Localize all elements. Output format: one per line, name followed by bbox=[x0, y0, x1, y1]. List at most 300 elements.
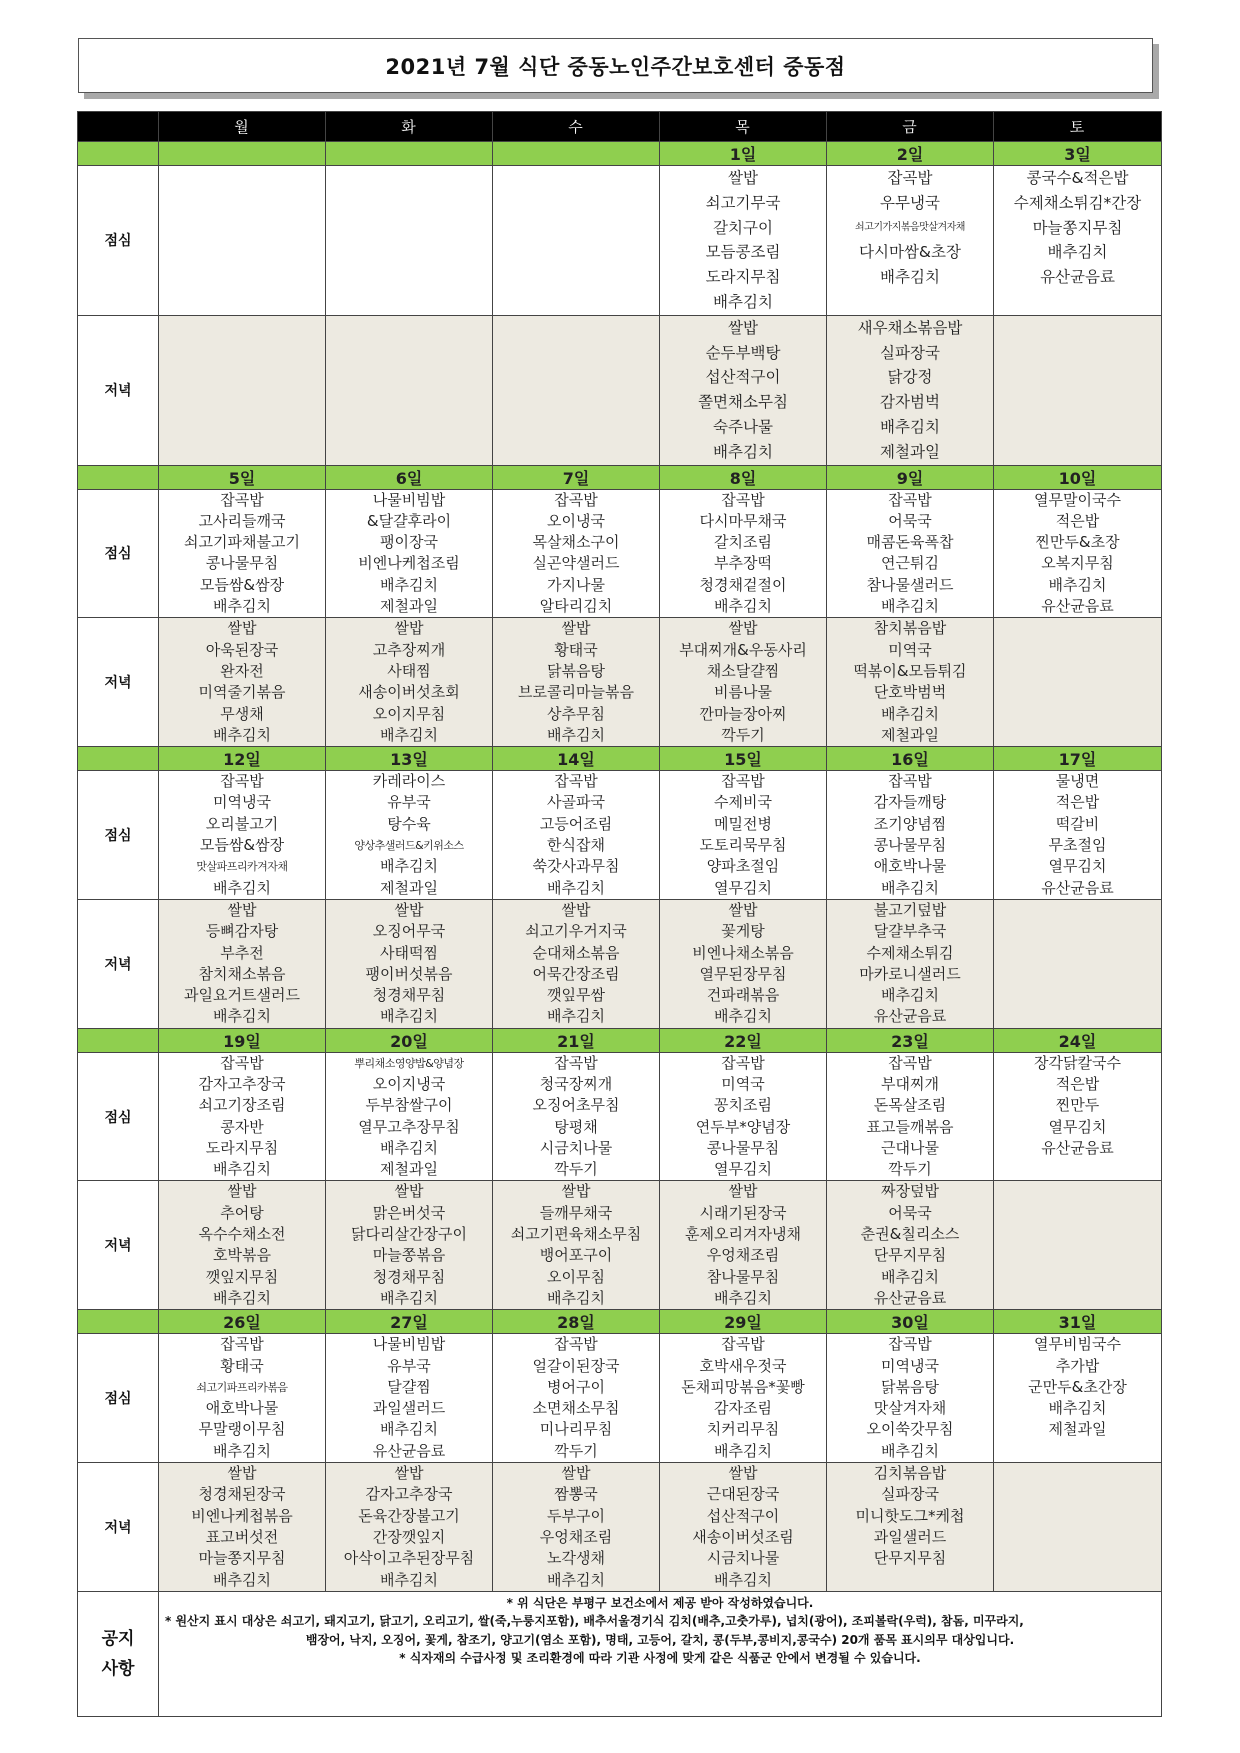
menu-item: 도라지무침 bbox=[205, 1138, 279, 1157]
date-cell: 7일 bbox=[493, 465, 660, 489]
menu-items bbox=[994, 1053, 1161, 1181]
menu-item: 꽁치조림 bbox=[714, 1096, 772, 1115]
dinner-row bbox=[78, 315, 1162, 465]
menu-item: 배추김치 bbox=[213, 1288, 271, 1307]
menu-item: 건파래볶음 bbox=[706, 986, 780, 1005]
menu-item: 배추김치 bbox=[714, 1007, 772, 1026]
menu-item: 배추김치 bbox=[547, 1007, 605, 1026]
notice-label: 공지 사항 bbox=[78, 1591, 159, 1716]
menu-item: 꽃게탕 bbox=[721, 922, 765, 941]
menu-items bbox=[827, 490, 993, 618]
lunch-cell bbox=[660, 1334, 827, 1463]
menu-items bbox=[326, 1463, 492, 1591]
menu-item: 깍두기 bbox=[554, 1160, 598, 1179]
menu-item: 열무된장무침 bbox=[699, 964, 787, 983]
menu-item: 찐만두&초장 bbox=[1035, 533, 1120, 552]
lunch-row bbox=[78, 771, 1162, 900]
dinner-cell bbox=[326, 1463, 493, 1592]
menu-item: 마늘쫑지무침 bbox=[1032, 218, 1123, 237]
menu-item: 배추김치 bbox=[880, 417, 940, 436]
dinner-cell bbox=[660, 1181, 827, 1310]
menu-item: 열무말이국수 bbox=[1034, 490, 1121, 509]
weekday-sat: 토 bbox=[994, 112, 1162, 142]
menu-item: 순대채소볶음 bbox=[532, 943, 620, 962]
menu-item: 감자조림 bbox=[714, 1399, 772, 1418]
menu-items bbox=[493, 771, 659, 899]
menu-item: 콩국수&적은밥 bbox=[1026, 169, 1129, 187]
menu-item: 훈제오리겨자냉채 bbox=[685, 1225, 801, 1244]
menu-item: 배추김치 bbox=[213, 597, 271, 616]
menu-item: 모듬콩조림 bbox=[705, 243, 781, 262]
menu-item: 쌀밥 bbox=[728, 169, 758, 187]
menu-item: 뱅어포구이 bbox=[539, 1246, 613, 1265]
menu-item: 콩자반 bbox=[220, 1117, 264, 1136]
menu-item: 닭볶음탕 bbox=[547, 661, 605, 680]
menu-item: 배추김치 bbox=[380, 1420, 438, 1439]
menu-item: 비엔나채소볶음 bbox=[692, 943, 794, 962]
menu-item: 쌀밥 bbox=[227, 900, 257, 919]
menu-item: 열무비빔국수 bbox=[1034, 1335, 1121, 1354]
menu-items bbox=[493, 1463, 659, 1591]
menu-item: 옥수수채소전 bbox=[198, 1225, 286, 1244]
menu-item: 메밀전병 bbox=[714, 814, 772, 833]
menu-item: 매콤돈육폭찹 bbox=[866, 533, 954, 552]
weekday-wed: 수 bbox=[493, 112, 660, 142]
menu-item: 쇠고기무국 bbox=[705, 193, 781, 212]
menu-items bbox=[493, 316, 659, 465]
menu-item: 쑥갓사과무침 bbox=[532, 857, 620, 876]
menu-item: 배추김치 bbox=[547, 1288, 605, 1307]
dinner-cell bbox=[994, 1463, 1162, 1592]
lunch-cell bbox=[493, 1334, 660, 1463]
menu-item: 장각닭칼국수 bbox=[1034, 1053, 1121, 1072]
dinner-cell bbox=[159, 899, 326, 1028]
menu-item: 미역냉국 bbox=[213, 793, 271, 812]
lunch-label: 점심 bbox=[78, 1052, 159, 1181]
menu-items bbox=[827, 900, 993, 1028]
menu-item: 제철과일 bbox=[880, 442, 940, 461]
menu-items bbox=[660, 1181, 826, 1309]
menu-item: 쇠고기장조림 bbox=[198, 1096, 286, 1115]
notice-line: * 식자재의 수급사정 및 조리환경에 따라 기관 사정에 맞게 같은 식품군 안에서 변경될 수 있습니다. bbox=[399, 1651, 921, 1666]
menu-item: 새우채소볶음밥 bbox=[857, 318, 963, 337]
menu-item: 춘권&칠리소스 bbox=[860, 1225, 960, 1244]
menu-item: 배추김치 bbox=[380, 857, 438, 876]
menu-item: 오이지무침 bbox=[372, 704, 446, 723]
menu-item: 열무고추장무침 bbox=[358, 1117, 460, 1136]
dinner-cell bbox=[159, 1181, 326, 1310]
date-cell: 9일 bbox=[827, 465, 994, 489]
menu-item: 수제비국 bbox=[714, 793, 772, 812]
menu-item: 짬뽕국 bbox=[554, 1485, 598, 1504]
dinner-row bbox=[78, 1181, 1162, 1310]
date-cell bbox=[493, 142, 660, 166]
menu-item: 부대찌개&우동사리 bbox=[679, 640, 807, 659]
lunch-cell bbox=[827, 1052, 994, 1181]
date-cell: 12일 bbox=[159, 747, 326, 771]
menu-item: 깍두기 bbox=[888, 1160, 932, 1179]
dinner-cell bbox=[827, 315, 994, 465]
dinner-label: 저녁 bbox=[78, 1181, 159, 1310]
menu-items bbox=[493, 1053, 659, 1181]
menu-item: 치커리무침 bbox=[706, 1420, 780, 1439]
menu-item: 잡곡밥 bbox=[888, 1335, 932, 1354]
menu-item: 잡곡밥 bbox=[888, 1053, 932, 1072]
date-cell: 23일 bbox=[827, 1028, 994, 1052]
menu-item: 배추김치 bbox=[213, 1441, 271, 1460]
menu-item: 유산균음료 bbox=[1041, 597, 1114, 616]
menu-item: 오복지무침 bbox=[1041, 554, 1114, 573]
menu-item: 소면채소무침 bbox=[532, 1399, 620, 1418]
date-cell: 24일 bbox=[994, 1028, 1162, 1052]
menu-item: 감자들깨탕 bbox=[873, 793, 947, 812]
dinner-row bbox=[78, 1463, 1162, 1592]
menu-item: 마카로니샐러드 bbox=[859, 964, 961, 983]
menu-item: 마늘쫑지무침 bbox=[198, 1549, 286, 1568]
menu-item: 상추무침 bbox=[547, 704, 605, 723]
menu-item: 제철과일 bbox=[1048, 1420, 1107, 1439]
menu-item: 사골파국 bbox=[547, 793, 605, 812]
menu-item: 배추김치 bbox=[380, 575, 438, 594]
menu-item: 유산균음료 bbox=[1041, 878, 1114, 897]
date-cell: 3일 bbox=[994, 142, 1162, 166]
menu-item: 배추김치 bbox=[213, 1007, 271, 1026]
date-cell: 6일 bbox=[326, 465, 493, 489]
menu-items bbox=[159, 771, 325, 899]
date-corner-cell bbox=[78, 1310, 159, 1334]
menu-item: 근대나물 bbox=[881, 1138, 939, 1157]
menu-item: 황태국 bbox=[554, 640, 598, 659]
menu-items bbox=[660, 166, 826, 315]
menu-item: 새송이버섯조림 bbox=[692, 1527, 794, 1546]
menu-items bbox=[159, 1334, 325, 1462]
menu-item: 비엔나케첩볶음 bbox=[191, 1506, 293, 1525]
menu-item: 카레라이스 bbox=[372, 772, 446, 791]
menu-item: 애호박나물 bbox=[205, 1399, 279, 1418]
menu-item: 연두부*양념장 bbox=[695, 1117, 791, 1136]
menu-item: 열무김치 bbox=[1048, 1117, 1107, 1136]
weekday-fri: 금 bbox=[827, 112, 994, 142]
menu-item: 섭산적구이 bbox=[705, 368, 781, 387]
menu-item: 감자범벅 bbox=[880, 393, 940, 412]
dinner-cell bbox=[660, 899, 827, 1028]
menu-item: 사태떡찜 bbox=[380, 943, 438, 962]
menu-item: 순두부백탕 bbox=[705, 343, 781, 362]
menu-item: 돈목살조림 bbox=[873, 1096, 947, 1115]
menu-item: 청경채무침 bbox=[372, 986, 446, 1005]
menu-items bbox=[827, 166, 993, 315]
menu-item: 애호박나물 bbox=[873, 857, 947, 876]
menu-item: 잡곡밥 bbox=[887, 169, 933, 187]
menu-item: 잡곡밥 bbox=[888, 772, 932, 791]
menu-item: 쇠고기파프리카볶음 bbox=[196, 1380, 288, 1394]
menu-item: 쌀밥 bbox=[728, 318, 758, 337]
menu-item: 조기양념찜 bbox=[873, 814, 947, 833]
dinner-cell bbox=[994, 315, 1162, 465]
date-corner-cell bbox=[78, 142, 159, 166]
menu-item: 배추김치 bbox=[547, 1570, 605, 1589]
weekday-header-row bbox=[78, 112, 1162, 142]
menu-item: 미역국 bbox=[721, 1074, 765, 1093]
menu-items bbox=[326, 1053, 492, 1181]
menu-item: 물냉면 bbox=[1055, 772, 1100, 791]
dinner-cell bbox=[493, 899, 660, 1028]
menu-item: 수제채소튀김 bbox=[866, 943, 954, 962]
menu-item: 쌀밥 bbox=[394, 1182, 424, 1201]
menu-item: 군만두&초간장 bbox=[1028, 1377, 1127, 1396]
menu-item: 노각생채 bbox=[547, 1549, 605, 1568]
menu-item: 고등어조림 bbox=[539, 814, 613, 833]
menu-item: 쌀밥 bbox=[728, 1464, 758, 1483]
menu-item: 달걀찜 bbox=[387, 1377, 431, 1396]
menu-item: 잡곡밥 bbox=[554, 490, 598, 509]
menu-table bbox=[77, 111, 1162, 1717]
dinner-row bbox=[78, 899, 1162, 1028]
menu-item: 쌀밥 bbox=[728, 1182, 758, 1201]
menu-item: 양상추샐러드&키위소스 bbox=[354, 839, 464, 853]
menu-item: 배추김치 bbox=[880, 268, 940, 287]
menu-item: 모듬쌈&쌈장 bbox=[199, 575, 285, 594]
date-cell: 16일 bbox=[827, 747, 994, 771]
menu-item: 쌀밥 bbox=[561, 900, 591, 919]
menu-item: 도라지무침 bbox=[705, 268, 781, 287]
menu-item: 적은밥 bbox=[1055, 1074, 1100, 1093]
dinner-cell bbox=[827, 1181, 994, 1310]
menu-item: 적은밥 bbox=[1055, 511, 1100, 530]
lunch-cell bbox=[159, 489, 326, 618]
menu-item: 쌀밥 bbox=[227, 1182, 257, 1201]
lunch-cell bbox=[159, 771, 326, 900]
menu-item: 무초절임 bbox=[1048, 836, 1107, 855]
dinner-cell bbox=[827, 618, 994, 747]
menu-item: 표고들깨볶음 bbox=[866, 1117, 954, 1136]
date-cell bbox=[326, 142, 493, 166]
menu-item: 마늘쫑볶음 bbox=[372, 1246, 446, 1265]
weekday-thu: 목 bbox=[660, 112, 827, 142]
menu-item: 짜장덮밥 bbox=[881, 1182, 939, 1201]
menu-item: 참나물샐러드 bbox=[866, 575, 954, 594]
date-row bbox=[78, 1310, 1162, 1334]
lunch-cell bbox=[326, 1334, 493, 1463]
lunch-cell bbox=[994, 489, 1162, 618]
menu-item: 미나리무침 bbox=[539, 1420, 613, 1439]
page-title: 2021년 7월 식단 중동노인주간보호센터 중동점 bbox=[78, 38, 1153, 93]
dinner-cell bbox=[326, 899, 493, 1028]
menu-items bbox=[493, 1181, 659, 1309]
menu-item: 맑은버섯국 bbox=[372, 1203, 446, 1222]
menu-item: 과일요거트샐러드 bbox=[184, 986, 300, 1005]
menu-item: 떡갈비 bbox=[1055, 814, 1100, 833]
date-cell: 17일 bbox=[994, 747, 1162, 771]
menu-item: 맛살파프리카겨자채 bbox=[196, 860, 288, 874]
menu-item: 추어탕 bbox=[220, 1203, 264, 1222]
menu-item: 돈채피망볶음*꽃빵 bbox=[681, 1377, 805, 1396]
menu-item: 다시마무채국 bbox=[699, 511, 787, 530]
lunch-cell bbox=[493, 166, 660, 316]
menu-item: 실파장국 bbox=[881, 1485, 939, 1504]
menu-items bbox=[827, 316, 993, 465]
lunch-cell bbox=[827, 489, 994, 618]
notice-line: * 위 식단은 부평구 보건소에서 제공 받아 작성하였습니다. bbox=[506, 1595, 814, 1610]
menu-item: 아욱된장국 bbox=[205, 640, 279, 659]
dinner-cell bbox=[827, 899, 994, 1028]
menu-item: 유산균음료 bbox=[1041, 1138, 1114, 1157]
menu-item: 배추김치 bbox=[213, 878, 271, 897]
menu-items bbox=[827, 1053, 993, 1181]
menu-item: 열무김치 bbox=[1048, 857, 1107, 876]
menu-item: 쇠고기파채불고기 bbox=[184, 533, 300, 552]
menu-items bbox=[326, 900, 492, 1028]
menu-item: 등뼈감자탕 bbox=[205, 922, 279, 941]
menu-items bbox=[660, 900, 826, 1028]
menu-items bbox=[827, 1334, 993, 1462]
menu-item: 브로콜리마늘볶음 bbox=[518, 683, 634, 702]
menu-item: 오이지냉국 bbox=[372, 1074, 446, 1093]
lunch-label: 점심 bbox=[78, 489, 159, 618]
date-cell: 15일 bbox=[660, 747, 827, 771]
menu-item: 단호박범벅 bbox=[873, 683, 947, 702]
menu-item: 탕수육 bbox=[387, 814, 431, 833]
menu-items bbox=[326, 1334, 492, 1462]
menu-items bbox=[994, 490, 1161, 618]
menu-items bbox=[660, 490, 826, 618]
menu-item: 제철과일 bbox=[380, 1160, 438, 1179]
lunch-row bbox=[78, 1052, 1162, 1181]
menu-item: 잡곡밥 bbox=[721, 490, 765, 509]
dinner-cell bbox=[493, 1463, 660, 1592]
menu-item: 나물비빔밥 bbox=[372, 490, 446, 509]
menu-item: 한식잡채 bbox=[547, 836, 605, 855]
menu-item: 간장깻잎지 bbox=[372, 1527, 446, 1546]
menu-item: 비름나물 bbox=[714, 683, 772, 702]
menu-item: 배추김치 bbox=[714, 1570, 772, 1589]
menu-item: 유산균음료 bbox=[372, 1441, 446, 1460]
menu-item: 우엉채조림 bbox=[539, 1527, 613, 1546]
menu-items bbox=[159, 618, 325, 746]
menu-item: 쌀밥 bbox=[227, 619, 257, 638]
menu-item: 청국장찌개 bbox=[539, 1074, 613, 1093]
menu-item: 부추장떡 bbox=[714, 554, 772, 573]
menu-item: 쌀밥 bbox=[561, 1182, 591, 1201]
menu-item: 찐만두 bbox=[1055, 1096, 1100, 1115]
menu-item: 배추김치 bbox=[213, 725, 271, 744]
menu-item: 연근튀김 bbox=[881, 554, 939, 573]
dinner-cell bbox=[159, 1463, 326, 1592]
menu-item: 병어구이 bbox=[547, 1377, 605, 1396]
menu-items bbox=[660, 1334, 826, 1462]
menu-item: 유산균음료 bbox=[1040, 268, 1115, 287]
dinner-cell bbox=[994, 899, 1162, 1028]
menu-items bbox=[994, 900, 1161, 1028]
menu-items bbox=[159, 1053, 325, 1181]
menu-item: 과일샐러드 bbox=[873, 1527, 947, 1546]
menu-item: 달걀부추국 bbox=[873, 922, 947, 941]
menu-item: 모듬쌈&쌈장 bbox=[199, 836, 285, 855]
date-row bbox=[78, 465, 1162, 489]
dinner-cell bbox=[660, 1463, 827, 1592]
menu-item: 숙주나물 bbox=[713, 417, 773, 436]
date-cell: 14일 bbox=[493, 747, 660, 771]
menu-item: 수제채소튀김*간장 bbox=[1013, 193, 1142, 212]
dinner-cell bbox=[326, 1181, 493, 1310]
menu-item: 참나물무침 bbox=[706, 1267, 780, 1286]
menu-item: 나물비빔밥 bbox=[372, 1335, 446, 1354]
menu-item: 미니핫도그*케첩 bbox=[855, 1506, 965, 1525]
date-cell: 2일 bbox=[827, 142, 994, 166]
menu-item: 유산균음료 bbox=[873, 1288, 947, 1307]
notice-line: 뱀장어, 낙지, 오징어, 꽃게, 참조기, 양고기(염소 포함), 명태, 고등어, 갈치, 콩(두부,콩비지,콩국수) 20개 품목 표시의무 대상입니다. bbox=[305, 1632, 1015, 1647]
date-cell: 30일 bbox=[827, 1310, 994, 1334]
menu-item: 깻잎무쌈 bbox=[547, 986, 605, 1005]
dinner-cell bbox=[994, 618, 1162, 747]
menu-items bbox=[660, 1053, 826, 1181]
menu-item: &달걀후라이 bbox=[366, 511, 452, 530]
menu-item: 배추김치 bbox=[1047, 243, 1108, 262]
dinner-row bbox=[78, 618, 1162, 747]
menu-item: 참치볶음밥 bbox=[873, 619, 947, 638]
menu-item: 비엔나케첩조림 bbox=[358, 554, 460, 573]
menu-item: 유부국 bbox=[387, 793, 431, 812]
menu-item: 배추김치 bbox=[713, 442, 773, 461]
menu-item: 어묵간장조림 bbox=[532, 964, 620, 983]
menu-item: 황태국 bbox=[220, 1356, 264, 1375]
menu-item: 갈치조림 bbox=[714, 533, 772, 552]
menu-items bbox=[159, 166, 325, 315]
menu-item: 배추김치 bbox=[380, 1007, 438, 1026]
notice-body bbox=[159, 1591, 1162, 1716]
menu-item: 잡곡밥 bbox=[554, 772, 598, 791]
menu-items bbox=[159, 1463, 325, 1591]
menu-items bbox=[326, 490, 492, 618]
menu-item: 배추김치 bbox=[380, 725, 438, 744]
notice-line: * 원산지 표시 대상은 쇠고기, 돼지고기, 닭고기, 오리고기, 쌀(죽,누룽지포함), 배추서울경기식 김치(배추,고춧가루), 넙치(광어), 조피볼락(우럭), 참돔, 미꾸라지, bbox=[165, 1614, 1024, 1629]
menu-items bbox=[994, 316, 1161, 465]
menu-item: 완자전 bbox=[220, 661, 264, 680]
dinner-cell bbox=[493, 618, 660, 747]
menu-items bbox=[994, 1181, 1161, 1309]
menu-items bbox=[994, 1463, 1161, 1591]
menu-item: 배추김치 bbox=[380, 1288, 438, 1307]
menu-items bbox=[326, 771, 492, 899]
menu-item: 시래기된장국 bbox=[699, 1203, 787, 1222]
date-cell: 5일 bbox=[159, 465, 326, 489]
menu-item: 잡곡밥 bbox=[554, 1053, 598, 1072]
dinner-cell bbox=[159, 618, 326, 747]
dinner-cell bbox=[493, 315, 660, 465]
menu-items bbox=[994, 166, 1161, 315]
menu-item: 호박새우젓국 bbox=[699, 1356, 787, 1375]
weekday-tue: 화 bbox=[326, 112, 493, 142]
menu-item: 참치채소볶음 bbox=[198, 964, 286, 983]
menu-item: 배추김치 bbox=[1048, 575, 1107, 594]
lunch-label: 점심 bbox=[78, 771, 159, 900]
menu-item: 잡곡밥 bbox=[721, 1053, 765, 1072]
menu-item: 쇠고기편육채소무침 bbox=[510, 1225, 642, 1244]
lunch-cell bbox=[326, 771, 493, 900]
date-cell: 13일 bbox=[326, 747, 493, 771]
menu-item: 감자고추장국 bbox=[365, 1485, 453, 1504]
lunch-cell bbox=[493, 489, 660, 618]
menu-item: 시금치나물 bbox=[539, 1138, 613, 1157]
menu-items bbox=[159, 490, 325, 618]
menu-item: 근대된장국 bbox=[706, 1485, 780, 1504]
date-cell: 31일 bbox=[994, 1310, 1162, 1334]
lunch-cell bbox=[827, 1334, 994, 1463]
menu-item: 쇠고기우거지국 bbox=[525, 922, 627, 941]
dinner-cell bbox=[326, 315, 493, 465]
menu-item: 배추김치 bbox=[881, 1267, 939, 1286]
lunch-cell bbox=[159, 166, 326, 316]
